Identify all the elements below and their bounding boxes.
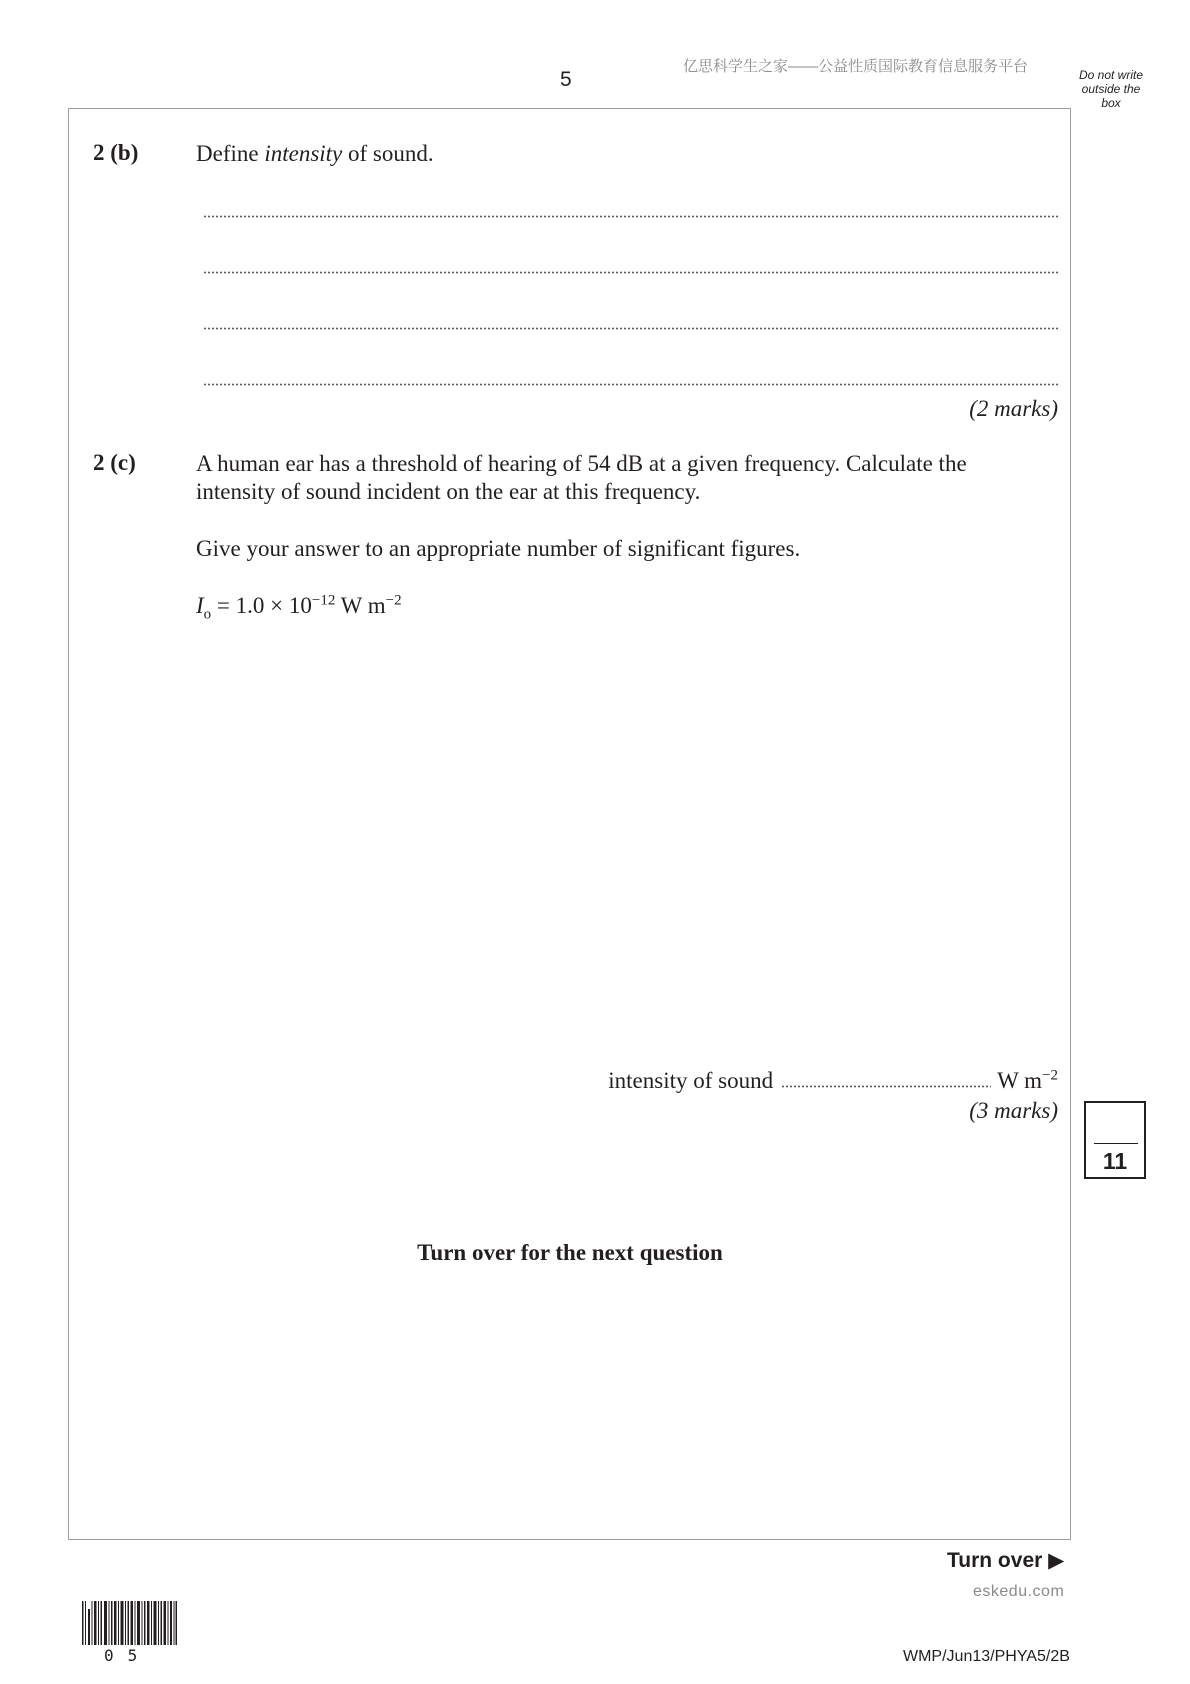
answer-line[interactable]	[203, 215, 1059, 218]
score-rule	[1094, 1143, 1138, 1144]
given-threshold-intensity	[196, 592, 402, 623]
given-unit-exponent: −2	[385, 592, 402, 609]
question-2c-prompt	[196, 450, 1076, 506]
margin-note-line: Do not write	[1078, 68, 1144, 82]
significant-figures-instruction: Give your answer to an appropriate number of significant figures.	[196, 536, 801, 561]
footer-watermark: eskedu.com	[973, 1583, 1065, 1600]
symbol-subscript: o	[203, 606, 212, 623]
prompt-line: A human ear has a threshold of hearing of 54 dB at a given frequency. Calculate the	[196, 451, 967, 476]
marks-2c: (3 marks)	[969, 1098, 1058, 1123]
turn-over-next-question: Turn over for the next question	[417, 1240, 723, 1265]
prompt-text: of sound.	[342, 141, 434, 166]
answer-field[interactable]	[781, 1085, 991, 1088]
intensity-answer-line	[608, 1068, 1058, 1094]
answer-line[interactable]	[203, 327, 1059, 330]
margin-note	[1066, 68, 1156, 110]
answer-frame	[68, 108, 1071, 1540]
question-number-2c: 2 (c)	[93, 450, 136, 475]
marks-2b: (2 marks)	[969, 396, 1058, 421]
barcode-icon	[82, 1601, 177, 1645]
question-number-2b: 2 (b)	[93, 140, 139, 165]
answer-line[interactable]	[203, 383, 1059, 386]
answer-line[interactable]	[203, 271, 1059, 274]
symbol-I: I	[196, 593, 204, 618]
given-value: = 1.0 × 10	[211, 593, 312, 618]
paper-reference: WMP/Jun13/PHYA5/2B	[903, 1648, 1070, 1665]
question-2b-prompt	[196, 140, 434, 168]
given-exponent: −12	[311, 592, 336, 609]
score-value: 11	[1102, 1148, 1128, 1174]
margin-note-line: outside the	[1081, 82, 1141, 96]
page-number: 5	[560, 68, 572, 91]
barcode-digits: 05	[104, 1646, 152, 1665]
turn-over-label: Turn over ▶	[947, 1549, 1065, 1572]
prompt-line: intensity of sound incident on the ear at this frequency.	[196, 479, 701, 504]
prompt-text: Define	[196, 141, 265, 166]
header-watermark: 亿思科学生之家——公益性质国际教育信息服务平台	[683, 58, 1029, 75]
margin-note-line: box	[1101, 96, 1121, 110]
answer-unit: W m	[997, 1068, 1043, 1093]
answer-label: intensity of sound	[608, 1068, 774, 1093]
given-unit: W m	[335, 593, 386, 618]
prompt-emphasis: intensity	[264, 141, 343, 166]
answer-unit-exponent: −2	[1042, 1067, 1058, 1084]
